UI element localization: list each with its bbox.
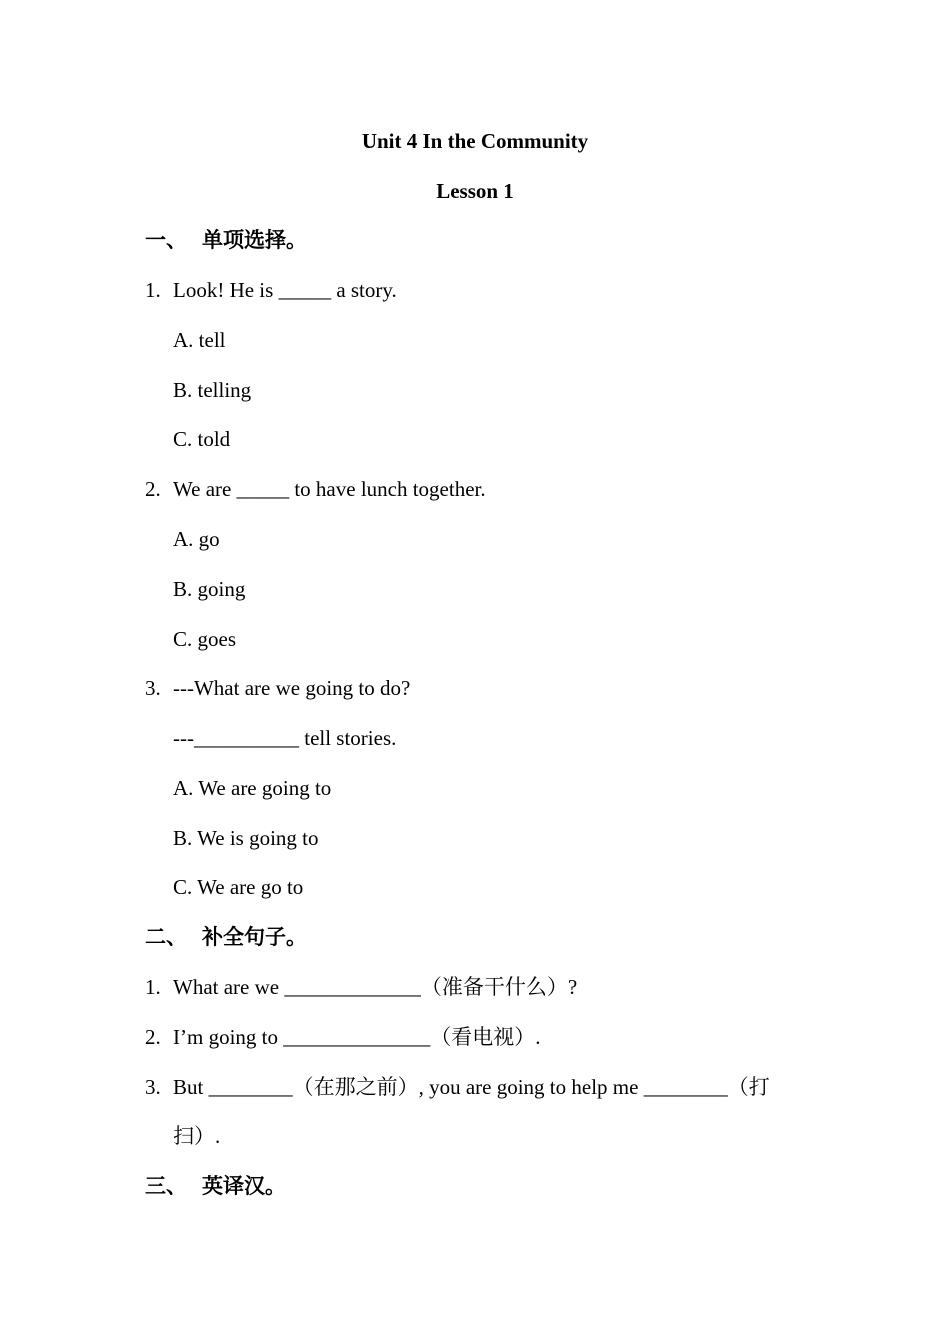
section-heading-3: [0, 1171, 950, 1201]
option-1-2-c: [0, 624, 950, 654]
section-title: 补全句子。: [202, 925, 307, 949]
section-heading-1: [0, 225, 950, 255]
question-number: 2.: [145, 477, 161, 501]
option-text: A. We are going to: [173, 776, 332, 800]
question-text-continued: 扫）.: [173, 1124, 221, 1148]
option-text: A. go: [173, 527, 220, 551]
option-text: C. goes: [173, 627, 236, 651]
lesson-title: Lesson 1: [436, 179, 514, 203]
question-text: ---What are we going to do?: [173, 676, 411, 700]
question-2-2: [0, 1022, 950, 1052]
section-number: 三、: [145, 1174, 187, 1198]
option-1-3-b: [0, 823, 950, 853]
question-number: 3.: [145, 676, 161, 700]
question-number: 1.: [145, 278, 161, 302]
question-text: We are _____ to have lunch together.: [173, 477, 486, 501]
question-2-1: [0, 972, 950, 1002]
question-number: 3.: [145, 1075, 161, 1099]
option-text: B. telling: [173, 378, 252, 402]
option-1-2-a: [0, 524, 950, 554]
option-1-2-b: [0, 574, 950, 604]
section-title: 单项选择。: [202, 228, 307, 252]
option-1-3-c: [0, 872, 950, 902]
question-text: Look! He is _____ a story.: [173, 278, 397, 302]
option-text: A. tell: [173, 328, 226, 352]
question-text: But ________（在那之前）, you are going to help me ________（打: [173, 1075, 770, 1099]
question-1-1: [0, 275, 950, 305]
option-1-3-a: [0, 773, 950, 803]
option-1-1-b: [0, 375, 950, 405]
question-number: 2.: [145, 1025, 161, 1049]
question-1-2: [0, 474, 950, 504]
section-heading-2: [0, 922, 950, 952]
option-1-1-c: [0, 424, 950, 454]
question-1-3: [0, 673, 950, 703]
question-number: 1.: [145, 975, 161, 999]
option-1-1-a: [0, 325, 950, 355]
option-text: C. We are go to: [173, 875, 304, 899]
option-text: C. told: [173, 427, 231, 451]
section-number: 二、: [145, 925, 187, 949]
question-1-3-reply: [0, 723, 950, 753]
section-number: 一、: [145, 228, 187, 252]
question-2-3-continued: [0, 1121, 950, 1151]
question-text: What are we _____________（准备干什么）?: [173, 975, 578, 999]
question-text: I’m going to ______________（看电视）.: [173, 1025, 541, 1049]
option-text: B. We is going to: [173, 826, 319, 850]
question-2-3: [0, 1072, 950, 1102]
option-text: B. going: [173, 577, 246, 601]
question-text-continued: ---__________ tell stories.: [173, 726, 397, 750]
page-title: Unit 4 In the Community: [361, 129, 589, 153]
section-title: 英译汉。: [202, 1174, 286, 1198]
